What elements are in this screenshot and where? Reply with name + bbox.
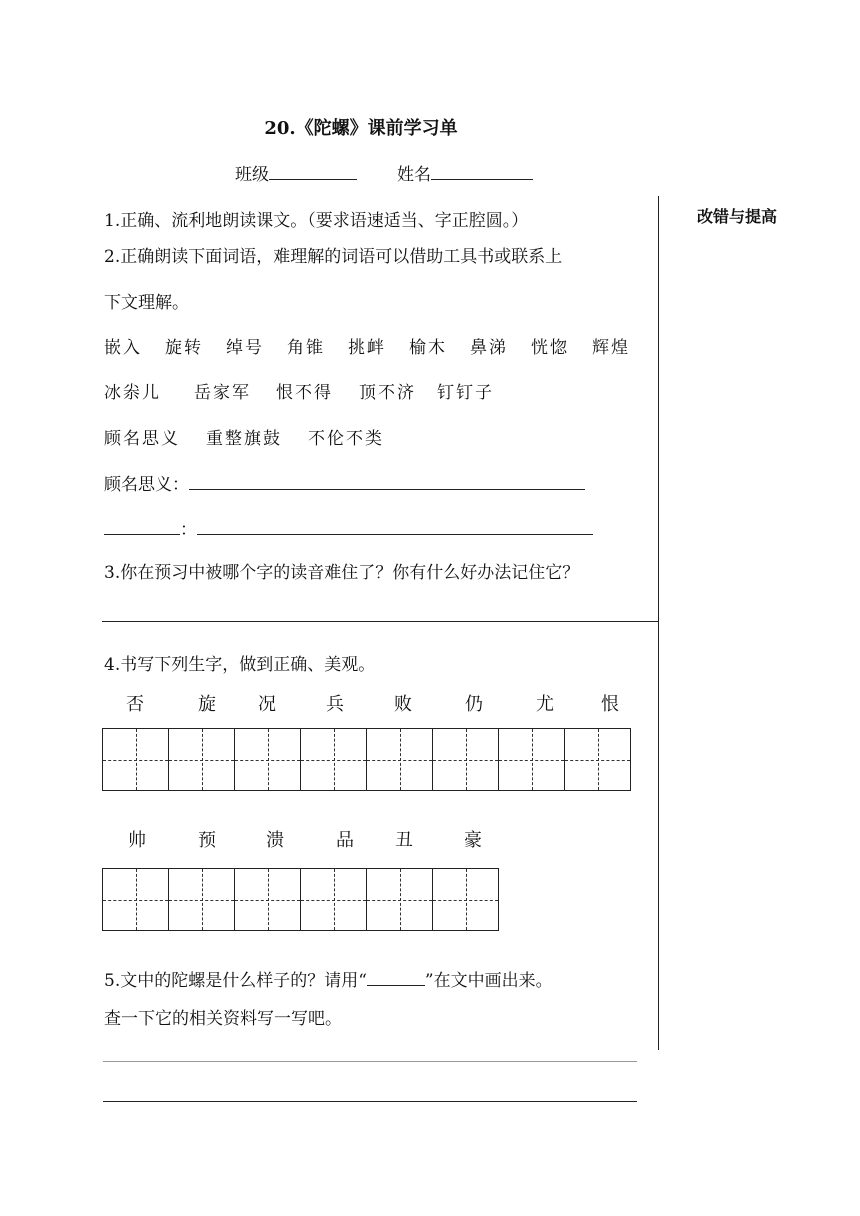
character-labels-row-1 [102, 690, 662, 720]
practice-character: 帅 [128, 830, 146, 851]
word: 恍惚 [531, 338, 569, 358]
practice-character: 旋 [198, 694, 216, 715]
word: 顶不济 [359, 383, 416, 403]
question-4: 4.书写下列生字，做到正确、美观。 [104, 655, 376, 675]
word: 冰尜儿 [104, 383, 161, 403]
writing-cell[interactable] [168, 728, 235, 791]
practice-character: 败 [394, 694, 412, 715]
writing-cell[interactable] [366, 868, 433, 931]
column-divider [658, 196, 659, 1050]
word: 鼻涕 [470, 338, 508, 358]
writing-cell[interactable] [564, 728, 631, 791]
writing-grid-row-2 [103, 868, 523, 932]
explain-blank-2[interactable] [197, 534, 593, 535]
writing-cell[interactable] [432, 728, 499, 791]
class-field [235, 160, 357, 185]
answer-line[interactable] [102, 621, 659, 622]
word: 恨不得 [276, 383, 333, 403]
word: 绰号 [226, 338, 264, 358]
question-1: 1.正确、流利地朗读课文。（要求语速适当、字正腔圆。） [104, 211, 529, 231]
writing-cell[interactable] [168, 868, 235, 931]
page-title: 20.《陀螺》课前学习单 [264, 118, 458, 139]
question-5-text-a: 5.文中的陀螺是什么样子的？请用“ [104, 971, 367, 991]
writing-cell[interactable] [300, 868, 367, 931]
class-blank[interactable] [269, 179, 357, 180]
character-labels-row-2 [102, 826, 662, 856]
question-5-line-2: 查一下它的相关资料写一写吧。 [104, 1009, 342, 1029]
word: 重整旗鼓 [206, 429, 282, 449]
name-blank[interactable] [431, 179, 533, 180]
word: 旋转 [165, 338, 203, 358]
question-5-text-b: ”在文中画出来。 [424, 971, 553, 991]
practice-character: 况 [258, 694, 276, 715]
word: 嵌入 [104, 338, 142, 358]
practice-character: 仍 [465, 694, 483, 715]
question-2-line-2: 下文理解。 [104, 293, 189, 313]
name-label: 姓名 [397, 165, 431, 185]
explain-colon: ： [180, 520, 197, 540]
word-blank[interactable] [104, 534, 180, 535]
answer-line[interactable] [103, 1101, 637, 1102]
practice-character: 溃 [266, 830, 284, 851]
writing-cell[interactable] [102, 868, 169, 931]
word: 挑衅 [348, 338, 386, 358]
practice-character: 兵 [326, 694, 344, 715]
practice-character: 品 [336, 830, 354, 851]
word: 辉煌 [592, 338, 630, 358]
practice-character: 尤 [536, 694, 554, 715]
answer-line[interactable] [103, 1061, 637, 1062]
word: 角锥 [287, 338, 325, 358]
word: 榆木 [409, 338, 447, 358]
question-3: 3.你在预习中被哪个字的读音难住了？你有什么好办法记住它？ [104, 563, 580, 583]
class-label: 班级 [235, 165, 269, 185]
question-2-line-1: 2.正确朗读下面词语，难理解的词语可以借助工具书或联系上 [104, 247, 563, 267]
explain-row-2 [104, 515, 593, 540]
explain-row-1 [104, 470, 585, 495]
side-header: 改错与提高 [697, 207, 778, 226]
practice-character: 豪 [464, 830, 482, 851]
word: 钉钉子 [437, 383, 494, 403]
name-field [397, 160, 533, 185]
practice-character: 预 [198, 830, 216, 851]
writing-cell[interactable] [366, 728, 433, 791]
word: 顾名思义 [104, 429, 180, 449]
practice-character: 恨 [601, 694, 619, 715]
word: 不伦不类 [308, 429, 384, 449]
underline-sample [367, 985, 425, 986]
question-5-line-1 [104, 966, 553, 991]
writing-grid-row-1 [103, 728, 663, 792]
writing-cell[interactable] [234, 868, 301, 931]
writing-cell[interactable] [432, 868, 499, 931]
writing-cell[interactable] [234, 728, 301, 791]
writing-cell[interactable] [102, 728, 169, 791]
practice-character: 否 [126, 694, 144, 715]
word: 岳家军 [194, 383, 251, 403]
explain-blank-1[interactable] [189, 489, 585, 490]
practice-character: 丑 [395, 830, 413, 851]
writing-cell[interactable] [300, 728, 367, 791]
explain-label: 顾名思义： [104, 475, 189, 495]
writing-cell[interactable] [498, 728, 565, 791]
